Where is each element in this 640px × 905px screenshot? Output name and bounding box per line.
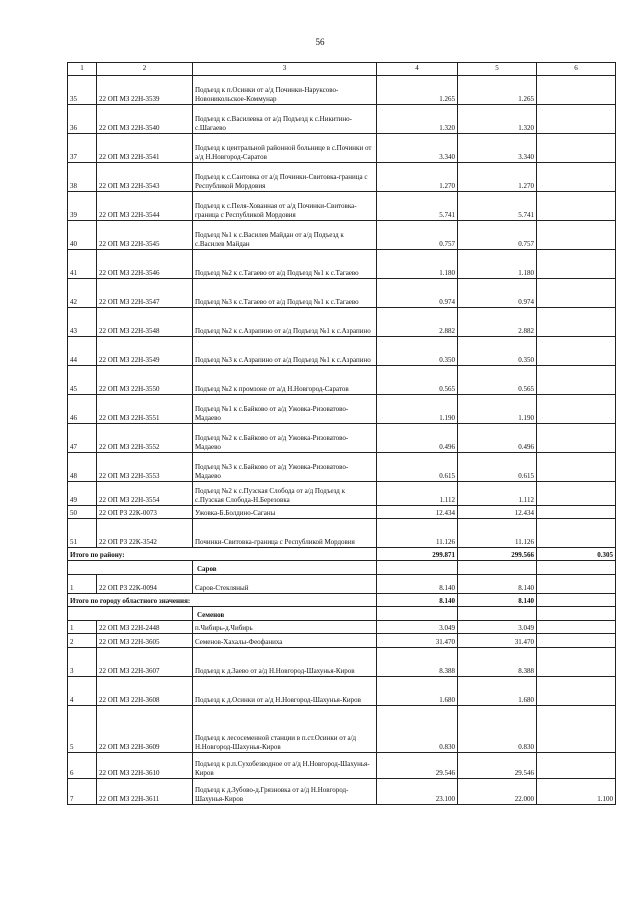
row-number: 46	[68, 395, 97, 424]
length-unpaved: 1.100	[537, 779, 616, 805]
length-paved: 29.546	[458, 753, 537, 779]
road-code: 22 ОП МЗ 22Н-3541	[97, 134, 193, 163]
table-row	[68, 453, 616, 482]
length-unpaved	[537, 250, 616, 279]
length-unpaved	[537, 648, 616, 677]
road-name: Подъезд к д.Осинки от а/д Н.Новгород-Шахунья-Киров	[193, 677, 377, 706]
row-number: 44	[68, 337, 97, 366]
road-name: Подъезд №2 к с.Азрапино от а/д Подъезд №1 к с.Азрапино	[193, 308, 377, 337]
section-title: Саров	[193, 561, 377, 575]
row-number: 5	[68, 706, 97, 753]
table-row	[68, 519, 616, 548]
empty-cell	[68, 561, 193, 575]
row-number: 42	[68, 279, 97, 308]
length-unpaved	[537, 621, 616, 634]
length-paved: 3.049	[458, 621, 537, 634]
table-row	[68, 163, 616, 192]
length-total: 8.388	[377, 648, 458, 677]
length-total: 12.434	[377, 506, 458, 519]
road-name: Починки-Свитовка-граница с Республикой Мордовия	[193, 519, 377, 548]
header-cell: 3	[193, 63, 377, 76]
row-number: 35	[68, 76, 97, 105]
row-number: 7	[68, 779, 97, 805]
length-paved: 31.470	[458, 634, 537, 648]
length-total: 2.882	[377, 308, 458, 337]
row-number: 3	[68, 648, 97, 677]
length-unpaved	[537, 753, 616, 779]
row-number: 50	[68, 506, 97, 519]
table-row	[68, 192, 616, 221]
row-number: 41	[68, 250, 97, 279]
length-total: 0.615	[377, 453, 458, 482]
length-total: 31.470	[377, 634, 458, 648]
length-paved: 5.741	[458, 192, 537, 221]
table-row	[68, 105, 616, 134]
length-paved: 2.882	[458, 308, 537, 337]
road-code: 22 ОП МЗ 22Н-3608	[97, 677, 193, 706]
length-total: 29.546	[377, 753, 458, 779]
length-paved: 0.565	[458, 366, 537, 395]
header-cell: 5	[458, 63, 537, 76]
empty-cell	[458, 607, 537, 621]
road-name: Подъезд №2 к с.Пузская Слобода от а/д Подъезд к с.Пузская Слобода-Н.Березовка	[193, 482, 377, 506]
length-unpaved	[537, 163, 616, 192]
length-total: 3.049	[377, 621, 458, 634]
length-unpaved	[537, 279, 616, 308]
table-row	[68, 424, 616, 453]
road-code: 22 ОП МЗ 22Н-3544	[97, 192, 193, 221]
length-unpaved	[537, 76, 616, 105]
section-title: Семенов	[193, 607, 377, 621]
row-number: 47	[68, 424, 97, 453]
header-cell: 4	[377, 63, 458, 76]
empty-cell	[68, 607, 193, 621]
length-paved: 0.496	[458, 424, 537, 453]
road-name: Подъезд к р.п.Сухобезводное от а/д Н.Новгород-Шахунья-Киров	[193, 753, 377, 779]
row-number: 39	[68, 192, 97, 221]
length-total: 0.350	[377, 337, 458, 366]
length-paved: 0.757	[458, 221, 537, 250]
road-name: Подъезд к д.Зубово-д.Грязновка от а/д Н.Новгород-Шахунья-Киров	[193, 779, 377, 805]
road-code: 22 ОП МЗ 22Н-3548	[97, 308, 193, 337]
road-code: 22 ОП МЗ 22Н-3546	[97, 250, 193, 279]
total-unpaved: 0.305	[537, 548, 616, 561]
length-paved: 1.112	[458, 482, 537, 506]
length-paved: 0.350	[458, 337, 537, 366]
length-total: 1.180	[377, 250, 458, 279]
road-code: 22 ОП МЗ 22Н-3551	[97, 395, 193, 424]
empty-cell	[537, 607, 616, 621]
row-number: 51	[68, 519, 97, 548]
length-total: 3.340	[377, 134, 458, 163]
road-code: 22 ОП РЗ 22К-0094	[97, 575, 193, 594]
table-row	[68, 779, 616, 805]
road-name: Семенов-Хахалы-Феофаниха	[193, 634, 377, 648]
length-total: 5.741	[377, 192, 458, 221]
total-label: Итого по городу областного значения:	[68, 594, 377, 607]
length-unpaved	[537, 482, 616, 506]
length-unpaved	[537, 308, 616, 337]
road-name: Саров-Стекляный	[193, 575, 377, 594]
table-row	[68, 648, 616, 677]
row-number: 4	[68, 677, 97, 706]
table-row	[68, 134, 616, 163]
table-row	[68, 621, 616, 634]
road-name: Подъезд №3 к с.Тагаево от а/д Подъезд №1 к с.Тагаево	[193, 279, 377, 308]
length-total: 8.140	[377, 575, 458, 594]
road-code: 22 ОП МЗ 22Н-3609	[97, 706, 193, 753]
road-name: Подъезд №3 к с.Азрапино от а/д Подъезд №1 к с.Азрапино	[193, 337, 377, 366]
road-name: Подъезд №1 к с.Василев Майдан от а/д Подъезд к с.Василев Майдан	[193, 221, 377, 250]
total-paved: 8.140	[458, 594, 537, 607]
section-row	[68, 607, 616, 621]
length-unpaved	[537, 366, 616, 395]
length-unpaved	[537, 221, 616, 250]
length-paved: 8.388	[458, 648, 537, 677]
road-code: 22 ОП МЗ 22Н-3547	[97, 279, 193, 308]
road-name: Подъезд к с.Василевка от а/д Подъезд к с.Никитино-с.Шагаево	[193, 105, 377, 134]
length-paved: 11.126	[458, 519, 537, 548]
road-code: 22 ОП МЗ 22Н-3610	[97, 753, 193, 779]
length-paved: 1.320	[458, 105, 537, 134]
road-code: 22 ОП МЗ 22Н-3540	[97, 105, 193, 134]
empty-cell	[377, 607, 458, 621]
empty-cell	[458, 561, 537, 575]
road-code: 22 ОП МЗ 22Н-3539	[97, 76, 193, 105]
table-row	[68, 221, 616, 250]
length-unpaved	[537, 424, 616, 453]
road-code: 22 ОП МЗ 22Н-3549	[97, 337, 193, 366]
length-paved: 12.434	[458, 506, 537, 519]
length-paved: 0.974	[458, 279, 537, 308]
length-paved: 1.180	[458, 250, 537, 279]
page-number: 56	[315, 37, 325, 47]
length-unpaved	[537, 677, 616, 706]
table-row	[68, 250, 616, 279]
length-total: 1.190	[377, 395, 458, 424]
table-row	[68, 753, 616, 779]
length-unpaved	[537, 506, 616, 519]
row-number: 45	[68, 366, 97, 395]
length-unpaved	[537, 706, 616, 753]
road-name: Подъезд к центральной районной больнице в с.Починки от а/д Н.Новгород-Саратов	[193, 134, 377, 163]
road-name: п.Чибирь-д.Чибирь	[193, 621, 377, 634]
road-name: Подъезд №3 к с.Байково от а/д Ужовка-Ризоватово-Мадаево	[193, 453, 377, 482]
length-total: 1.265	[377, 76, 458, 105]
table-row	[68, 76, 616, 105]
road-code: 22 ОП МЗ 22Н-3554	[97, 482, 193, 506]
total-unpaved	[537, 594, 616, 607]
length-total: 0.974	[377, 279, 458, 308]
row-number: 6	[68, 753, 97, 779]
header-cell: 1	[68, 63, 97, 76]
length-unpaved	[537, 192, 616, 221]
length-unpaved	[537, 634, 616, 648]
header-cell: 6	[537, 63, 616, 76]
length-total: 1.270	[377, 163, 458, 192]
row-number: 43	[68, 308, 97, 337]
length-total: 1.680	[377, 677, 458, 706]
length-paved: 1.270	[458, 163, 537, 192]
row-number: 38	[68, 163, 97, 192]
table-row	[68, 337, 616, 366]
road-name: Подъезд №2 к промзоне от а/д Н.Новгород-Саратов	[193, 366, 377, 395]
table-row	[68, 308, 616, 337]
row-number: 1	[68, 621, 97, 634]
road-name: Подъезд к лесосеменной станции в п.ст.Осинки от а/д Н.Новгород-Шахунья-Киров	[193, 706, 377, 753]
row-number: 2	[68, 634, 97, 648]
header-cell: 2	[97, 63, 193, 76]
table-row	[68, 366, 616, 395]
row-number: 1	[68, 575, 97, 594]
road-code: 22 ОП МЗ 22Н-3611	[97, 779, 193, 805]
road-code: 22 ОП РЗ 22К-3542	[97, 519, 193, 548]
road-code: 22 ОП МЗ 22Н-3552	[97, 424, 193, 453]
road-code: 22 ОП МЗ 22Н-3543	[97, 163, 193, 192]
length-paved: 3.340	[458, 134, 537, 163]
road-code: 22 ОП МЗ 22Н-3605	[97, 634, 193, 648]
road-name: Подъезд к с.Сантовка от а/д Починки-Свитовка-граница с Республикой Мордовия	[193, 163, 377, 192]
table-row	[68, 575, 616, 594]
length-total: 1.112	[377, 482, 458, 506]
table-row	[68, 395, 616, 424]
length-unpaved	[537, 105, 616, 134]
row-number: 48	[68, 453, 97, 482]
length-total: 0.496	[377, 424, 458, 453]
length-unpaved	[537, 134, 616, 163]
table-row	[68, 706, 616, 753]
table-row	[68, 482, 616, 506]
total-row	[68, 548, 616, 561]
total-length: 299.871	[377, 548, 458, 561]
empty-cell	[537, 561, 616, 575]
road-code: 22 ОП МЗ 22Н-2448	[97, 621, 193, 634]
length-total: 23.100	[377, 779, 458, 805]
road-name: Ужовка-Б.Болдино-Саганы	[193, 506, 377, 519]
road-code: 22 ОП РЗ 22К-0073	[97, 506, 193, 519]
length-paved: 1.680	[458, 677, 537, 706]
table-row	[68, 677, 616, 706]
empty-cell	[377, 561, 458, 575]
length-unpaved	[537, 337, 616, 366]
row-number: 40	[68, 221, 97, 250]
length-unpaved	[537, 519, 616, 548]
road-name: Подъезд к с.Пеля-Хованная от а/д Починки-Свитовка-граница с Республикой Мордовия	[193, 192, 377, 221]
roads-table	[67, 62, 616, 805]
total-row	[68, 594, 616, 607]
road-name: Подъезд №2 к с.Байково от а/д Ужовка-Ризоватово-Мадаево	[193, 424, 377, 453]
length-paved: 1.190	[458, 395, 537, 424]
road-name: Подъезд №1 к с.Байково от а/д Ужовка-Ризоватово-Мадаево	[193, 395, 377, 424]
length-paved: 8.140	[458, 575, 537, 594]
road-code: 22 ОП МЗ 22Н-3553	[97, 453, 193, 482]
road-name: Подъезд к п.Осинки от а/д Починки-Наруксово-Новоникольское-Коммунар	[193, 76, 377, 105]
length-total: 0.757	[377, 221, 458, 250]
length-unpaved	[537, 453, 616, 482]
section-row	[68, 561, 616, 575]
total-length: 8.140	[377, 594, 458, 607]
road-name: Подъезд №2 к с.Тагаево от а/д Подъезд №1 к с.Тагаево	[193, 250, 377, 279]
total-paved: 299.566	[458, 548, 537, 561]
road-code: 22 ОП МЗ 22Н-3545	[97, 221, 193, 250]
length-paved: 22.000	[458, 779, 537, 805]
table-row	[68, 506, 616, 519]
length-total: 1.320	[377, 105, 458, 134]
road-code: 22 ОП МЗ 22Н-3550	[97, 366, 193, 395]
length-total: 0.565	[377, 366, 458, 395]
header-row	[68, 63, 616, 76]
road-name: Подъезд к д.Заево от а/д Н.Новгород-Шахунья-Киров	[193, 648, 377, 677]
table-row	[68, 634, 616, 648]
length-total: 11.126	[377, 519, 458, 548]
road-code: 22 ОП МЗ 22Н-3607	[97, 648, 193, 677]
length-paved: 0.615	[458, 453, 537, 482]
table-row	[68, 279, 616, 308]
row-number: 49	[68, 482, 97, 506]
total-label: Итого по району:	[68, 548, 377, 561]
length-total: 0.830	[377, 706, 458, 753]
length-paved: 0.830	[458, 706, 537, 753]
length-unpaved	[537, 395, 616, 424]
length-paved: 1.265	[458, 76, 537, 105]
length-unpaved	[537, 575, 616, 594]
row-number: 37	[68, 134, 97, 163]
row-number: 36	[68, 105, 97, 134]
